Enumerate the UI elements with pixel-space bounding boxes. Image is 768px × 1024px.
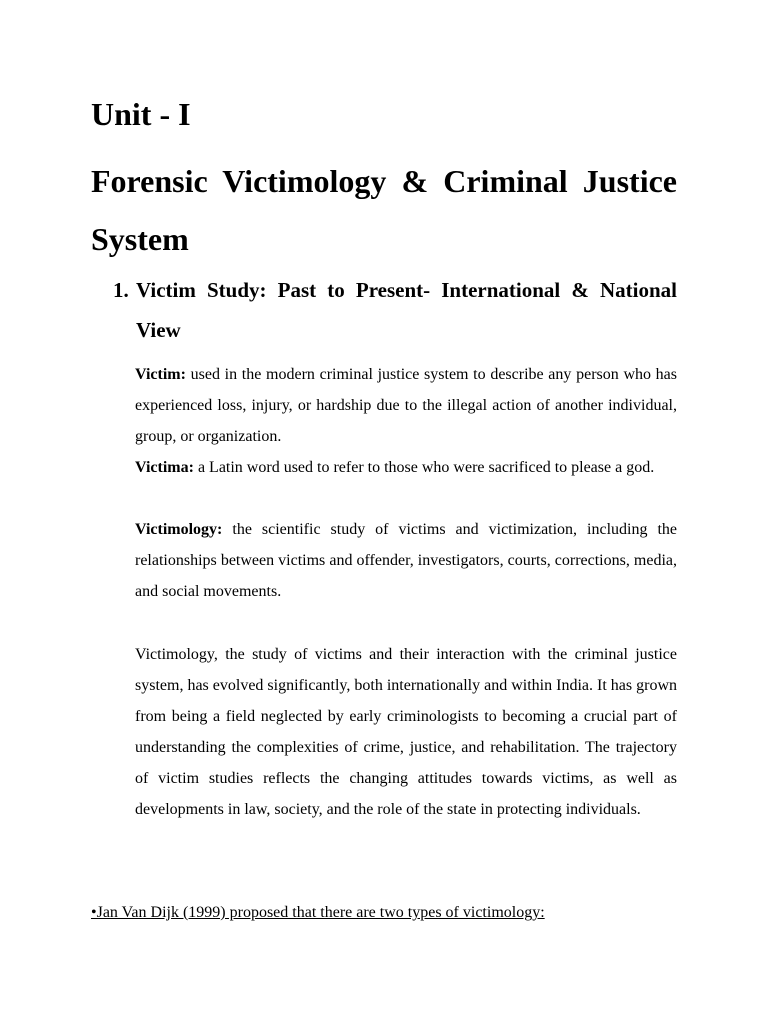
definition-victima (135, 452, 677, 483)
definition-term: Victim: (135, 366, 186, 383)
definition-text: used in the modern criminal justice system to describe any person who has experienced loss, injury, or hardship due to the illegal action of another individual, group, or organization. (135, 366, 678, 445)
bullet-line: •Jan Van Dijk (1999) proposed that there are two types of victimology: (91, 904, 545, 921)
section-heading-line1 (113, 270, 677, 310)
section-number: 1. (113, 278, 129, 302)
definition-term: Victimology: (135, 521, 223, 538)
body-paragraph: Victimology, the study of victims and their interaction with the criminal justice system, has evolved significantly, both internationally and within India. It has grown from being a field neglected by early criminologists to becoming a crucial part of understanding the complexities of crime, justice, and rehabilitation. The trajectory of victim studies reflects the changing attitudes towards victims, as well as developments in law, society, and the role of the state in protecting individuals. (135, 646, 677, 818)
definition-text: a Latin word used to refer to those who were sacrificed to please a god. (197, 459, 655, 476)
section-title-line1: Victim Study: Past to Present- International & National (136, 278, 677, 302)
definition-text: the scientific study of victims and victimization, including the relationships between victims and offender, investigators, courts, corrections, media, and social movements. (135, 521, 677, 600)
unit-heading: Unit - I (91, 96, 191, 132)
definition-victimology (135, 514, 677, 607)
main-title: Forensic Victimology & Criminal Justice System (91, 163, 677, 257)
section-title-line2: View (136, 318, 181, 342)
definition-victim (135, 359, 677, 452)
definition-term: Victima: (135, 459, 194, 476)
section-heading (113, 270, 677, 350)
